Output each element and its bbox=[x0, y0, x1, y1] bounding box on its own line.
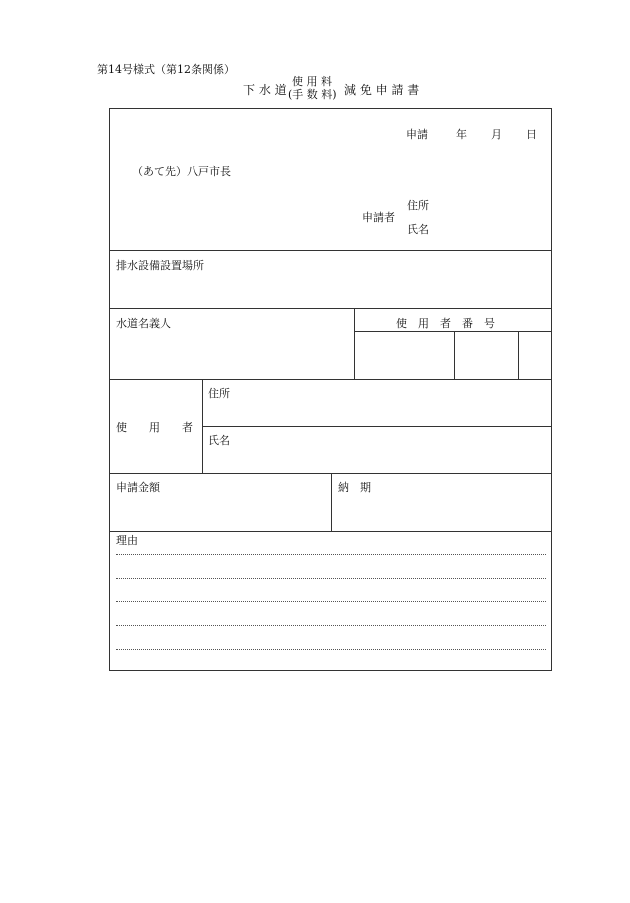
title-prefix: 下 水 道 bbox=[243, 83, 287, 97]
divider bbox=[331, 473, 332, 531]
application-amount-label: 申請金額 bbox=[116, 481, 160, 494]
divider bbox=[110, 308, 551, 309]
reason-line bbox=[116, 554, 546, 555]
applicant-address-label: 住所 bbox=[407, 199, 429, 212]
divider bbox=[354, 331, 551, 332]
user-number-cell-divider bbox=[454, 331, 455, 379]
applicant-label: 申請者 bbox=[362, 211, 395, 224]
user-number-cell-divider bbox=[518, 331, 519, 379]
reason-line bbox=[116, 625, 546, 626]
user-label: 使 用 者 bbox=[116, 421, 193, 434]
reason-line bbox=[116, 649, 546, 650]
user-address-label: 住所 bbox=[208, 387, 230, 400]
title-handling-fee: (手 数 料) bbox=[288, 88, 337, 101]
addressee: （あて先）八戸市長 bbox=[132, 165, 231, 178]
due-date-label: 納 期 bbox=[338, 481, 371, 494]
application-date-label: 申請 bbox=[406, 128, 428, 141]
water-account-holder-label: 水道名義人 bbox=[116, 317, 171, 330]
title-suffix: 減 免 申 請 書 bbox=[344, 83, 420, 97]
reason-line bbox=[116, 601, 546, 602]
divider bbox=[110, 531, 551, 532]
user-name-label: 氏名 bbox=[208, 434, 230, 447]
divider bbox=[110, 250, 551, 251]
year-label: 年 bbox=[456, 128, 467, 141]
day-label: 日 bbox=[526, 128, 537, 141]
user-number-label: 使 用 者 番 号 bbox=[396, 317, 495, 330]
month-label: 月 bbox=[491, 128, 502, 141]
application-form bbox=[109, 108, 552, 671]
reason-label: 理由 bbox=[116, 534, 138, 547]
divider bbox=[202, 426, 551, 427]
divider bbox=[110, 379, 551, 380]
form-number: 第14号様式（第12条関係） bbox=[97, 63, 235, 76]
title-usage-fee: 使 用 料 bbox=[292, 75, 332, 88]
divider bbox=[354, 308, 355, 379]
drainage-location-label: 排水設備設置場所 bbox=[116, 259, 204, 272]
reason-line bbox=[116, 578, 546, 579]
applicant-name-label: 氏名 bbox=[407, 223, 429, 236]
